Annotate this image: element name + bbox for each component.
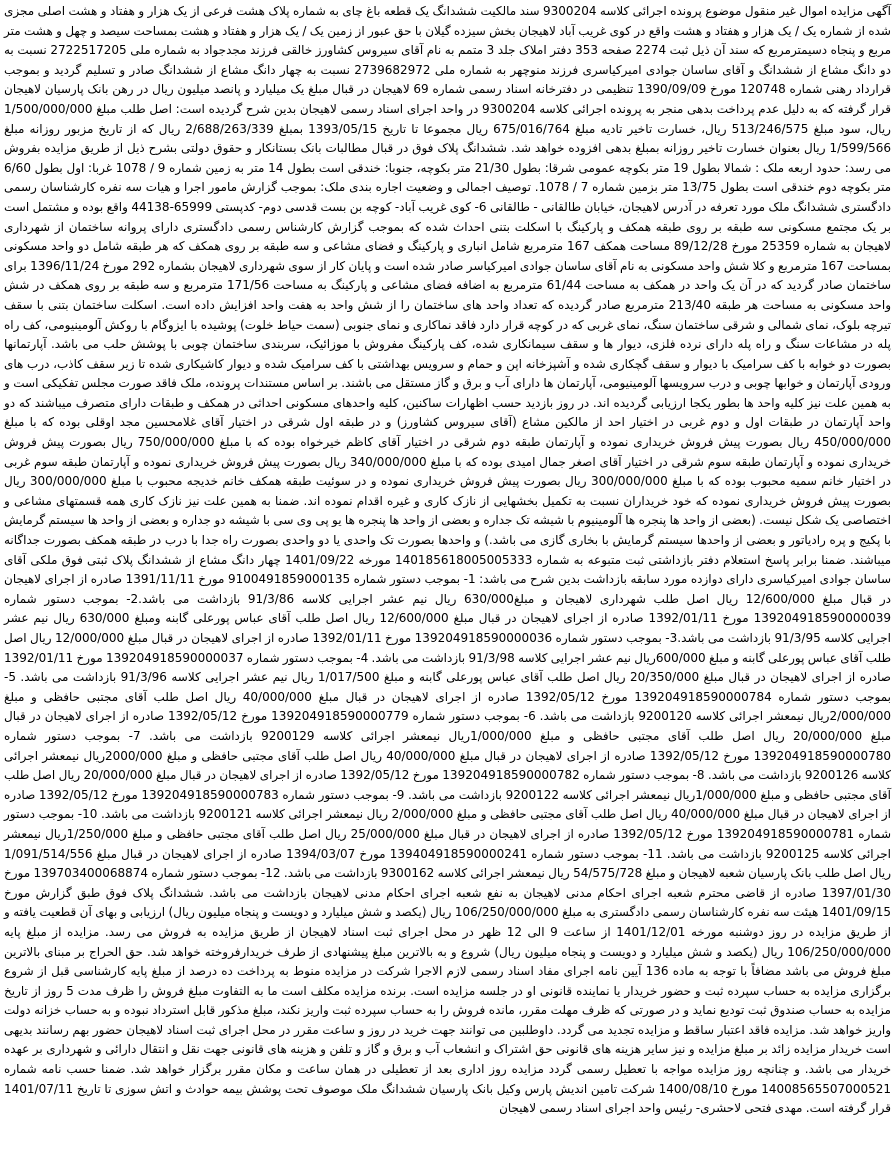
auction-notice-text: آگهی مزایده اموال غیر منقول موضوع پرونده اجرائی کلاسه 9300204 سند مالکیت ششدانگ یک قطعه باغ چای به شماره پلاک هشت فرعی از یک هزار و هفتاد و هشت اصلی مجزی شده از شماره یک / یک هزار و هفتاد و هشت واقع در کوی غریب آباد لاهیجان بخش سیزده گیلان با حق عبور از زمین یک / یک هزار و هفتاد و هشت بمساحت سیصد و چهل و هشت متر مربع و پنجاه دسیمترمربع که سند آن ذیل ثبت 2274 صفحه 353 دفتر املاک جلد 3 متمم به نام آقای سیروس کشاورز خالقی فرزند مجدجواد به شماره ملی 2722517205 نسبت به دو دانگ مشاع از ششدانگ و آقای ساسان جوادی امیرکیاسری فرزند منوچهر به شماره ملی 2739682972 نسبت به چهار دانگ مشاع از ششدانگ صادر و تسلیم گردید و بموجب قرارداد رهنی شماره 120748 مورخ 1390/09/09 تنظیمی در دفترخانه اسناد رسمی شماره 69 لاهیجان در قبال مبلغ یک میلیارد و پانصد میلیون ریال در رهن بانک پارسیان لاهیجان قرار گرفته که به دلیل عدم پرداخت بدهی منجر به پرونده اجرائی کلاسه 9300204 در واحد اجرای اسناد رسمی لاهیجان بدین شرح گردیده است: اصل طلب مبلغ 1/500/000/000 ریال، سود مبلغ 513/246/575 ریال، خسارت تاخیر تادیه مبلغ 675/016/764 ریال مجموعا تا تاریخ 1393/05/15 بمبلغ 2/688/263/339 ریال که از تاریخ مزبور روزانه مبلغ 1/599/566 ریال بعنوان خسارت تاخیر روزانه بمبلغ بدهی افزوده خواهد شد. ششدانگ پلاک فوق در قبال مطالبات بانک بستانکار و حقوق دولتی بشرح ذیل از طریق مزایده بفروش می رسد: حدود اربعه ملک : شمالا بطول 19 متر بکوچه عمومی شرقا: بطول 21/30 متر بکوچه، جنوبا: خندقی است بطول 14 متر به زمین شماره 9 / 1078 غربا: اول بطول 6/60 متر بکوچه دوم خندقی است بطول 13/75 متر بزمین شماره 7 / 1078. توصیف اجمالی و وضعیت اجاره بندی ملک: بموجب گزارش مامور اجرا و هیات سه نفره کارشناسان رسمی دادگستری ششدانگ ملک مورد تعرفه در آدرس لاهیجان، خیابان طالقانی - طالقانی 6- کوی غریب آباد- کوچه بن بست قدسی دوم- کدپستی 65999-44138 واقع بوده و مشتمل است بر یک مجتمع مسکونی سه طبقه بر روی طبقه همکف و پارکینگ با اسکلت بتنی احداث شده که بموجب گزارش کارشناس رسمی دادگستری دارای پروانه ساختمان از شهرداری لاهیجان به شماره 25359 مورخ 89/12/28 مساحت همکف 167 مترمربع شامل انباری و پارکینگ و فضای مشاعی و سه طبقه بر روی همکف که هر طبقه شامل دو واحد مسکونی بمساحت 167 مترمربع و کلا شش واحد مسکونی به نام آقای ساسان جوادی امیرکیاسر صادر شده است و پایان کار از سوی شهرداری لاهیجان بشماره 292 مورخ 1396/11/24 برای ساختمان صادر گردید که در آن یک واحد در همکف به مساحت 61/44 مترمربع به اضافه فضای مشاعی و پارکینگ به مساحت 171/56 مترمربع و سه طبقه بر روی همکف در شش واحد مسکونی به مساحت هر طبقه 213/40 مترمربع صادر گردیده که تعداد واحد های ساختمان را از شش واحد به هفت واحد افزایش داده است. اسکلت ساختمان بتنی با سقف تیرچه بلوک، نمای شمالی و شرقی ساختمان سنگ، نمای غربی که در کوچه قرار دارد فاقد نماکاری و نمای جنوبی (سمت حیاط خلوت) پوشیده با ایزوگام با روکش آلومینیومی، کف راه پله در مشاعات سنگ و راه پله دارای نرده فلزی، دیوار ها و سقف سیمانکاری شده، کف پارکینگ مفروش با موزائیک، سربندی ساختمان چوبی با پوشش حلب می باشد. آپارتمانها بصورت دو خوابه با کف سرامیک با دیوار و سقف گچکاری شده و آشپزخانه اپن و حمام و سرویس بهداشتی با کف سرامیک شده و دیوار کاشیکاری شده تا زیر سقف کاذب، درب های ورودی آپارتمان و خوابها چوبی و درب سرویسها آلومینیومی، آپارتمان ها دارای آب و برق و گاز مستقل می باشند. بر اساس مستندات پرونده، ملک فاقد صورت مجلس تفکیکی است و به همین علت نیز کلیه واحد ها بطور یکجا ارزیابی گردیده اند. در روز بازدید حسب اظهارات ساکنین، کلیه واحدهای مسکونی احداثی در همکف و طبقات دارای متصرف میباشند که دو واحد آپارتمان در طبقات اول و دوم غربی در اختیار احد از مالکین مشاع (آقای سیروس کشاورز) و در طبقه اول شرقی در اختیار آقای غلامحسین مجد اوقلی بوده که با مبلغ 450/000/000 ریال بصورت پیش فروش خریداری نموده و آپارتمان طبقه دوم شرقی در اختیار آقای کاظم خیرخواه بوده که با مبلغ 750/000/000 ریال بصورت پیش فروش خریداری نموده و آپارتمان طبقه سوم شرقی در اختیار آقای اصغر جمال امیدی بوده که با مبلغ 340/000/000 ریال بصورت پیش فروش خریداری نموده و آپارتمان طبقه سوم غربی در اختیار خانم سمیه محبوب بوده که با مبلغ 300/000/000 ریال بصورت پیش فروش خریداری نموده و در سوئیت طبقه همکف خانم خدیجه محبوب با مبلغ 300/000/000 ریال بصورت پیش فروش خریداری نموده که خود خریداران نسبت به تکمیل بخشهایی از نازک کاری و غیره اقدام نموده اند. ضمنا به همین علت نیز نازک کاری همه قسمتهای مشاعی و اختصاصی یک شکل نیست. (بعضی از واحد ها پنجره ها آلومینیوم با شیشه تک جداره و بعضی از واحد ها پنجره ها یو پی وی سی با شیشه دو جداره و بعضی از واحد ها سیستم گرمایش با پکیج و پره رادیاتور و بعضی از واحدها سیستم گرمایش با بخاری گازی می باشد.) و واحدها بصورت تک واحدی یا دو واحدی بصورت راه جدا با درب در طبقه همکف بصورت جداگانه میباشند. ضمنا برابر پاسخ استعلام دفتر بازداشتی ثبت متبوعه به شماره 140185618005005333 مورخه 1401/09/22 چهار دانگ مشاع از ششدانگ پلاک ثبتی فوق ملکی آقای ساسان جوادی امیرکیاسری دارای دوازده مورد سابقه بازداشت بدین شرح می باشد: 1- بموجب دستور شماره 9100491859000135 مورخ 1391/11/11 صادره از اجرای لاهیجان در قبال مبلغ 12/600/000 ریال اصل طلب شهرداری لاهیجان و مبلغ630/000 ریال نیم عشر اجرایی کلاسه 91/3/86 بازداشت می باشد.2- بموجب دستور شماره 139204918590000039 مورخ 1392/01/11 صادره از اجرای لاهیجان در قبال مبلغ 12/600/000 ریال اصل طلب آقای عباس پورعلی گابنه ومبلغ 630/000 ریال نیم عشر اجرایی کلاسه 91/3/95 بازداشت می باشد.3- بموجب دستور شماره 139204918590000036 مورخ 1392/01/11 صادره از اجرای لاهیجان در قبال مبلغ 12/000/000 ریال اصل طلب آقای عباس پورعلی گابنه و مبلغ 600/000ریال نیم عشر اجرایی کلاسه 91/3/98 بازداشت می باشد. 4- بموجب دستور شماره 139204918590000037 مورخ 1392/01/11 صادره از اجرای لاهیجان در قبال مبلغ 20/350/000 ریال اصل طلب آقای عباس پورعلی گابنه و مبلغ 1/017/500 ریال نیم عشر اجرایی کلاسه 91/3/96 بازداشت می باشد. 5- بموجب دستور شماره 139204918590000784 مورخ 1392/05/12 صادره از اجرای لاهیجان در قبال مبلغ 40/000/000 ریال اصل طلب آقای مجتبی حافظی و مبلغ 2/000/000ریال نیمعشر اجرائی کلاسه 9200120 بازداشت می باشد. 6- بموجب دستور شماره 139204918590000779 مورخ 1392/05/12 صادره از اجرای لاهیجان در قبال مبلغ 20/000/000 ریال اصل طلب آقای مجتبی حافظی و مبلغ 1/000/000ریال نیمعشر اجرائی کلاسه 9200129 بازداشت می باشد. 7- بموجب دستور شماره 139204918590000780 مورخ 1392/05/12 صادره از اجرای لاهیجان در قبال مبلغ 40/000/000 ریال اصل طلب آقای مجتبی حافظی و مبلغ 2000/000ریال نیمعشر اجرائی کلاسه 9200126 بازداشت می باشد. 8- بموجب دستور شماره 139204918590000782 مورخ 1392/05/12 صادره از اجرای لاهیجان در قبال مبلغ 20/000/000 ریال اصل طلب آقای مجتبی حافظی و مبلغ 1/000/000ریال نیمعشر اجرائی کلاسه 9200122 بازداشت می باشد. 9- بموجب دستور شماره 139204918590000783 مورخ 1392/05/12 صادره از اجرای لاهیجان در قبال مبلغ 40/000/000 ریال اصل طلب آقای مجتبی حافظی و مبلغ 2/000/000 ریال نیمعشر اجرائی کلاسه 9200121 بازداشت می باشد. 10- بموجب دستور شماره 139204918590000781 مورخ 1392/05/12 صادره از اجرای لاهیجان در قبال مبلغ 25/000/000 ریال اصل طلب آقای مجتبی حافظی و مبلغ 1/250/000ریال نیمعشر اجرائی کلاسه 9200125 بازداشت می باشد. 11- بموجب دستور شماره 139404918590000241 مورخ 1394/03/07 صادره از اجرای لاهیجان در قبال مبلغ 1/091/514/556 ریال اصل طلب بانک پارسیان شعبه لاهیجان و مبلغ 54/575/728 ریال نیمعشر اجرائی کلاسه 9300162 بازداشت می باشد. 12- بموجب دستور شماره 139703400068874 مورخ 1397/01/30 صادره از قاضی محترم شعبه اجرای احکام مدنی لاهیجان به نفع شعبه اجرای احکام مدنی لاهیجان بازداشت می باشد. ششدانگ پلاک فوق طبق گزارش مورخ 1401/09/15 هیئت سه نفره کارشناسان رسمی دادگستری به مبلغ 106/250/000/000 ریال (یکصد و شش میلیارد و دویست و پنجاه میلیون ریال) ارزیابی و بهای آن قطعیت یافته و از طریق مزایده در روز دوشنبه مورخه 1401/12/01 از ساعت 9 الی 12 ظهر در محل اجرای ثبت اسناد لاهیجان از طریق مزایده به فروش می رسد. مزایده از مبلغ پایه 106/250/000/000 ریال (یکصد و شش میلیارد و دویست و پنجاه میلیون ریال) شروع و به بالاترین مبلغ پیشنهادی از طرف خریدارفروخته خواهد شد. حق الحراج بر مبنای بالاترین مبلغ فروش می باشد مضافاً با توجه به ماده 136 آیین نامه اجرای مفاد اسناد رسمی لازم الاجرا شرکت در مزایده منوط به پرداخت ده درصد از مبلغ پایه کارشناسی قبل از شروع برگزاری مزایده به حساب سپرده ثبت و حضور خریدار یا نماینده قانونی او در جلسه مزایده است. برنده مزایده مکلف است ما به التفاوت مبلغ فروش را ظرف مدت 5 روز از تاریخ مزایده به حساب صندوق ثبت تودیع نماید و در صورتی که ظرف مهلت مقرر، مانده فروش را به حساب سپرده ثبت واریز نکند، مبلغ مذکور قابل استرداد نبوده و به حساب خزانه دولت واریز خواهد شد. مزایده فاقد اعتبار ساقط و مزایده تجدید می گردد. داوطلبین می توانند جهت خرید در روز و ساعت مقرر در محل اجرای ثبت اسناد لاهیجان حضور بهم رسانند بدیهی است خریدار مزایده زائد بر مبلغ مزایده و نیز سایر هزینه های قانونی حق اشتراک و انشعاب آب و برق و گاز و تلفن و هزینه های قانونی جهت نقل و انتقال دارائی و شهرداری بر عهده خریدار می باشد. و چنانچه روز مزایده مواجه با تعطیل رسمی گردد مزایده روز اداری بعد از تعطیلی در همان ساعت و مکان مقرر برگزار خواهد شد. ضمنا حسب نامه شماره 14008565507000521 مورخ 1400/08/10 شرکت تامین اندیش پارس وکیل بانک پارسیان ششدانگ ملک موصوف تحت پوشش بیمه حوادث و اتش سوزی تا تاریخ 1401/07/11 قرار گرفته است. مهدی فتحی لاحشری- رئیس واحد اجرای اسناد رسمی لاهیجان (4, 4, 892, 1116)
